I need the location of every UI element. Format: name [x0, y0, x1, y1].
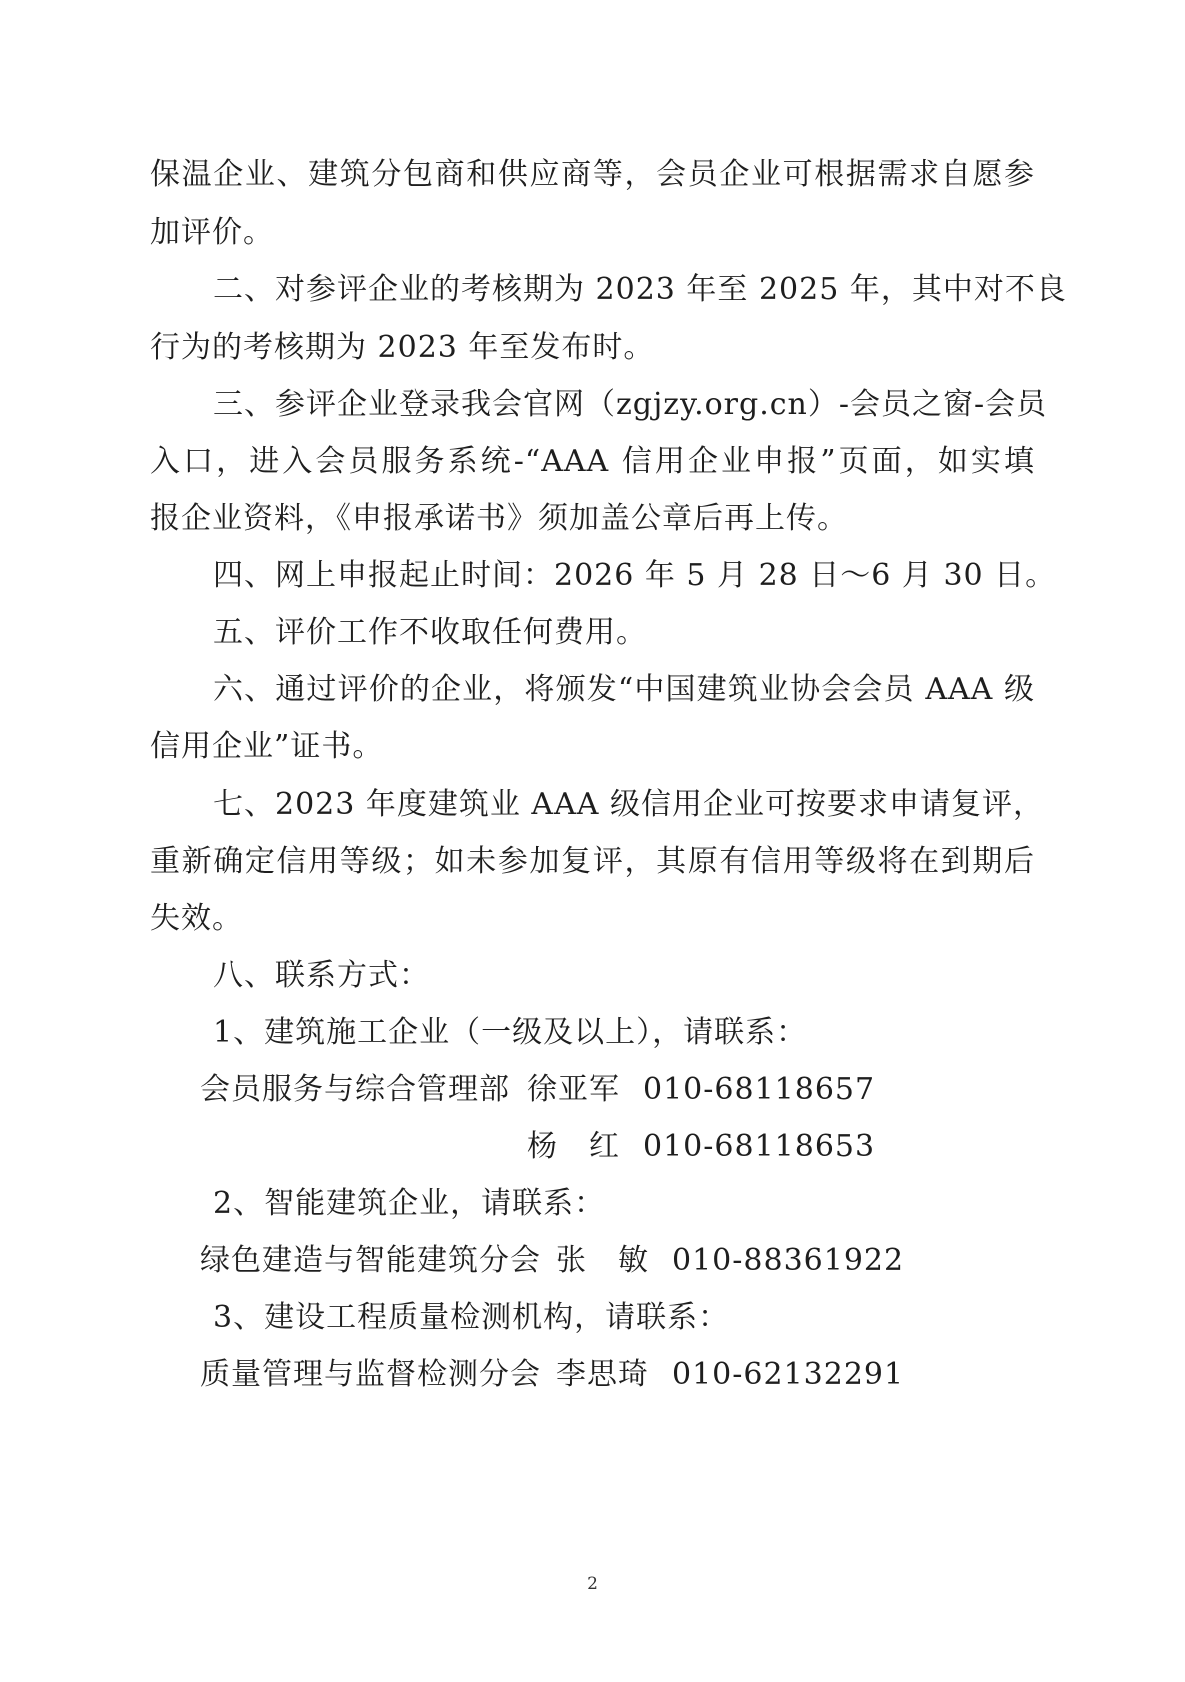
paragraph-line: 六、通过评价的企业，将颁发“中国建筑业协会会员 AAA 级 — [213, 672, 1035, 707]
contact-department: 绿色建造与智能建筑分会 — [200, 1243, 541, 1278]
section-heading: 八、联系方式： — [213, 958, 430, 993]
contact-department: 会员服务与综合管理部 — [200, 1072, 510, 1107]
paragraph-line: 入口，进入会员服务系统-“AAA 信用企业申报”页面，如实填 — [150, 444, 1035, 479]
paragraph-line: 行为的考核期为 2023 年至发布时。 — [150, 330, 655, 365]
paragraph-line: 失效。 — [150, 901, 243, 936]
contact-phone: 010-68118657 — [643, 1072, 876, 1107]
paragraph-line: 三、参评企业登录我会官网（zgjzy.org.cn）-会员之窗-会员 — [213, 387, 1048, 422]
contact-phone: 010-62132291 — [672, 1357, 905, 1392]
page-number: 2 — [587, 1574, 598, 1594]
contact-phone: 010-88361922 — [672, 1243, 905, 1278]
contact-name: 张 敏 — [556, 1243, 649, 1278]
paragraph-line: 五、评价工作不收取任何费用。 — [213, 615, 647, 650]
paragraph-line: 保温企业、建筑分包商和供应商等，会员企业可根据需求自愿参 — [150, 157, 1035, 192]
contact-name: 杨 红 — [527, 1129, 620, 1164]
contact-heading: 2、智能建筑企业，请联系： — [213, 1186, 606, 1221]
contact-department: 质量管理与监督检测分会 — [200, 1357, 541, 1392]
paragraph-line: 重新确定信用等级；如未参加复评，其原有信用等级将在到期后 — [150, 844, 1035, 879]
paragraph-line: 信用企业”证书。 — [150, 729, 384, 764]
contact-name: 徐亚军 — [527, 1072, 620, 1107]
paragraph-line: 二、对参评企业的考核期为 2023 年至 2025 年，其中对不良 — [213, 272, 1067, 307]
paragraph-line: 加评价。 — [150, 215, 274, 250]
paragraph-line: 四、网上申报起止时间：2026 年 5 月 28 日～6 月 30 日。 — [213, 558, 1057, 593]
contact-heading: 3、建设工程质量检测机构，请联系： — [213, 1300, 730, 1335]
contact-heading: 1、建筑施工企业（一级及以上），请联系： — [213, 1015, 808, 1050]
contact-name: 李思琦 — [556, 1357, 649, 1392]
paragraph-line: 七、2023 年度建筑业 AAA 级信用企业可按要求申请复评， — [213, 787, 1044, 822]
paragraph-line: 报企业资料，《申报承诺书》须加盖公章后再上传。 — [150, 501, 848, 536]
contact-phone: 010-68118653 — [643, 1129, 876, 1164]
